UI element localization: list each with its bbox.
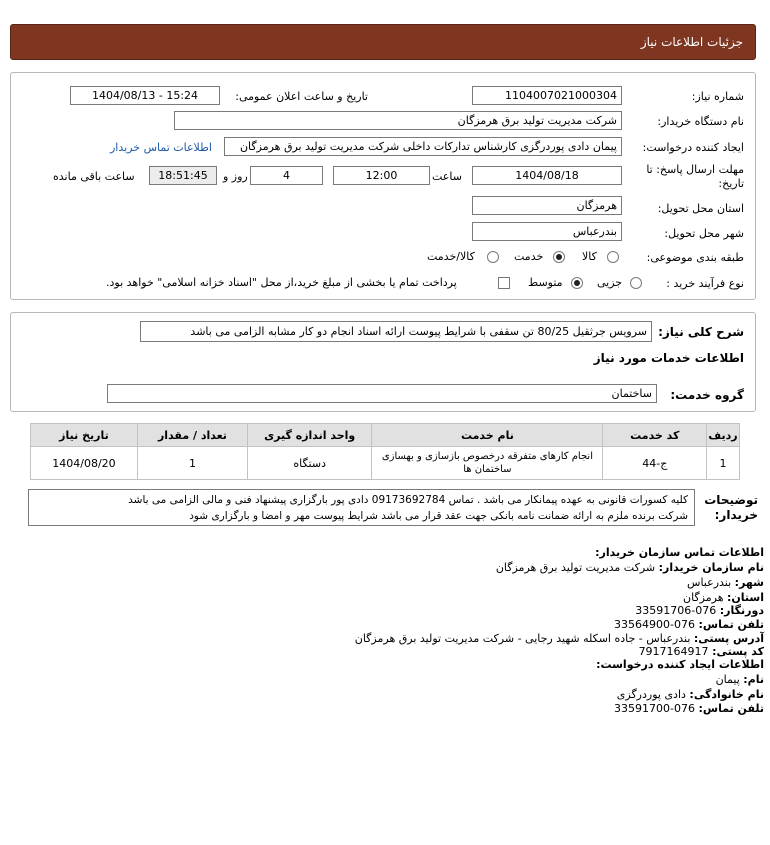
need-info-panel	[10, 72, 756, 300]
postal-value: 7917164917	[638, 645, 709, 658]
category-label: طبقه بندی موضوعی:	[646, 251, 744, 264]
buyer-notes-text-1: کلیه کسورات قانونی به عهده پیمانکار می باشد . تماس 09173692784 دادی پور بارگزاری پیشنهاد فنی و مالی الزامی می باشد	[128, 494, 688, 506]
phone-label: تلفن تماس:	[698, 618, 764, 631]
buyer-name-label: نام سازمان خریدار:	[658, 561, 764, 574]
header-bar	[10, 24, 756, 60]
cell-unit: دستگاه	[248, 447, 372, 480]
deadline-time-label: ساعت	[432, 170, 462, 183]
service-group-label: گروه خدمت:	[670, 388, 744, 402]
fax-row	[635, 604, 764, 617]
buyer-org-field[interactable]: شرکت مدیریت تولید برق هرمزگان	[174, 111, 622, 130]
table-header-row	[31, 424, 740, 447]
city-label: شهر محل تحویل:	[664, 227, 744, 240]
announce-field[interactable]: 1404/08/13 - 15:24	[70, 86, 220, 105]
treasury-payment-note: پرداخت تمام یا بخشی از مبلغ خرید،از محل "اسناد خزانه اسلامی" خواهد بود.	[106, 276, 457, 289]
contact-province-value: هرمزگان	[683, 591, 724, 604]
province-label: استان محل تحویل:	[657, 202, 744, 215]
category-goods-service-label: کالا/خدمت	[427, 250, 475, 263]
buyer-org-label: نام دستگاه خریدار:	[657, 115, 744, 128]
col-service-name: نام خدمت	[372, 424, 603, 447]
page-title: جزئیات اطلاعات نیاز	[640, 35, 743, 49]
cell-service-name: انجام کارهای متفرقه درخصوص بازسازی و بهسازی ساختمان ها	[372, 447, 603, 480]
creator-phone-label: تلفن تماس:	[698, 702, 764, 715]
need-number-label: شماره نیاز:	[691, 90, 744, 103]
table-row	[31, 447, 740, 480]
col-quantity: تعداد / مقدار	[137, 424, 247, 447]
contact-city-label: شهر:	[734, 576, 764, 589]
last-name-label: نام خانوادگی:	[689, 688, 764, 701]
days-field[interactable]: 4	[250, 166, 323, 185]
announce-label: تاریخ و ساعت اعلان عمومی:	[235, 90, 368, 103]
contact-city-value: بندرعباس	[687, 576, 732, 589]
city-row	[687, 576, 764, 589]
first-name-row	[716, 673, 764, 686]
buyer-notes-label-1: توضیحات	[704, 493, 758, 507]
creator-label: ایجاد کننده درخواست:	[642, 141, 744, 154]
remaining-time-field: 18:51:45	[149, 166, 217, 185]
province-row	[683, 591, 764, 604]
col-service-code: کد خدمت	[603, 424, 707, 447]
services-title: اطلاعات خدمات مورد نیاز	[593, 351, 744, 365]
need-number-field[interactable]: 1104007021000304	[472, 86, 622, 105]
fax-label: دورنگار:	[719, 604, 764, 617]
process-label: نوع فرآیند خرید :	[666, 277, 744, 290]
service-group-field[interactable]: ساختمان	[107, 384, 657, 403]
cell-service-code: ج-44	[603, 447, 707, 480]
buyer-contact-link[interactable]: اطلاعات تماس خریدار	[110, 141, 212, 154]
fax-value: 076-33591706	[635, 604, 717, 617]
description-field: سرویس جرثقیل 80/25 تن سقفی با شرایط پیوست ارائه اسناد انجام دو کار مشابه الزامی می باشد	[140, 321, 652, 342]
postal-row	[639, 645, 764, 658]
cell-row: 1	[707, 447, 740, 480]
creator-phone-value: 076-33591700	[614, 702, 696, 715]
address-label: آدرس پستی:	[693, 632, 764, 645]
days-label: روز و	[223, 170, 248, 183]
process-medium-label: متوسط	[528, 276, 563, 289]
col-row: ردیف	[707, 424, 740, 447]
buyer-contact-title: اطلاعات تماس سازمان خریدار:	[595, 546, 764, 559]
city-field[interactable]: بندرعباس	[472, 222, 622, 241]
process-medium-radio[interactable]	[571, 277, 583, 289]
deadline-label-1: مهلت ارسال پاسخ: تا	[646, 163, 744, 176]
address-row	[355, 632, 764, 645]
last-name-value: دادی پوردرگزی	[616, 688, 686, 701]
address-value: بندرعباس - جاده اسکله شهید رجایی - شرکت مدیریت تولید برق هرمزگان	[354, 632, 691, 645]
province-field[interactable]: هرمزگان	[472, 196, 622, 215]
contact-province-label: استان:	[727, 591, 764, 604]
buyer-name-value: شرکت مدیریت تولید برق هرمزگان	[495, 561, 656, 574]
category-goods-service-radio[interactable]	[487, 251, 499, 263]
remaining-label: ساعت باقی مانده	[53, 170, 135, 183]
deadline-label-2: تاریخ:	[718, 177, 744, 190]
phone-value: 076-33564900	[614, 618, 696, 631]
first-name-label: نام:	[743, 673, 764, 686]
process-minor-radio[interactable]	[630, 277, 642, 289]
buyer-notes-label-2: خریدار:	[714, 508, 758, 522]
deadline-date-field[interactable]: 1404/08/18	[472, 166, 622, 185]
postal-label: کد پستی:	[712, 645, 764, 658]
last-name-row	[617, 688, 764, 701]
process-minor-label: جزیی	[597, 276, 623, 289]
creator-phone-row	[614, 702, 764, 715]
treasury-payment-checkbox[interactable]	[498, 277, 510, 289]
category-goods-label: کالا	[582, 250, 597, 263]
buyer-notes-box	[28, 489, 695, 526]
category-service-radio[interactable]	[553, 251, 565, 263]
cell-quantity: 1	[137, 447, 247, 480]
cell-need-date: 1404/08/20	[31, 447, 138, 480]
col-unit: واحد اندازه گیری	[248, 424, 372, 447]
services-table	[30, 423, 740, 480]
description-label: شرح کلی نیاز:	[658, 325, 744, 339]
category-service-label: خدمت	[514, 250, 544, 263]
phone-row	[614, 618, 764, 631]
category-goods-radio[interactable]	[607, 251, 619, 263]
col-need-date: تاریخ نیاز	[31, 424, 138, 447]
creator-contact-title: اطلاعات ایجاد کننده درخواست:	[596, 658, 764, 671]
buyer-name-row	[496, 561, 764, 574]
first-name-value: پیمان	[715, 673, 740, 686]
creator-field[interactable]: پیمان دادی پوردرگزی کارشناس تدارکات داخلی شرکت مدیریت تولید برق هرمزگان	[224, 137, 622, 156]
deadline-time-field[interactable]: 12:00	[333, 166, 430, 185]
buyer-notes-text-2: شرکت برنده ملزم به ارائه ضمانت نامه بانکی جهت عقد قرار می باشد شرایط پیوست مهر و امضا و بارگزاری شود	[189, 510, 688, 522]
